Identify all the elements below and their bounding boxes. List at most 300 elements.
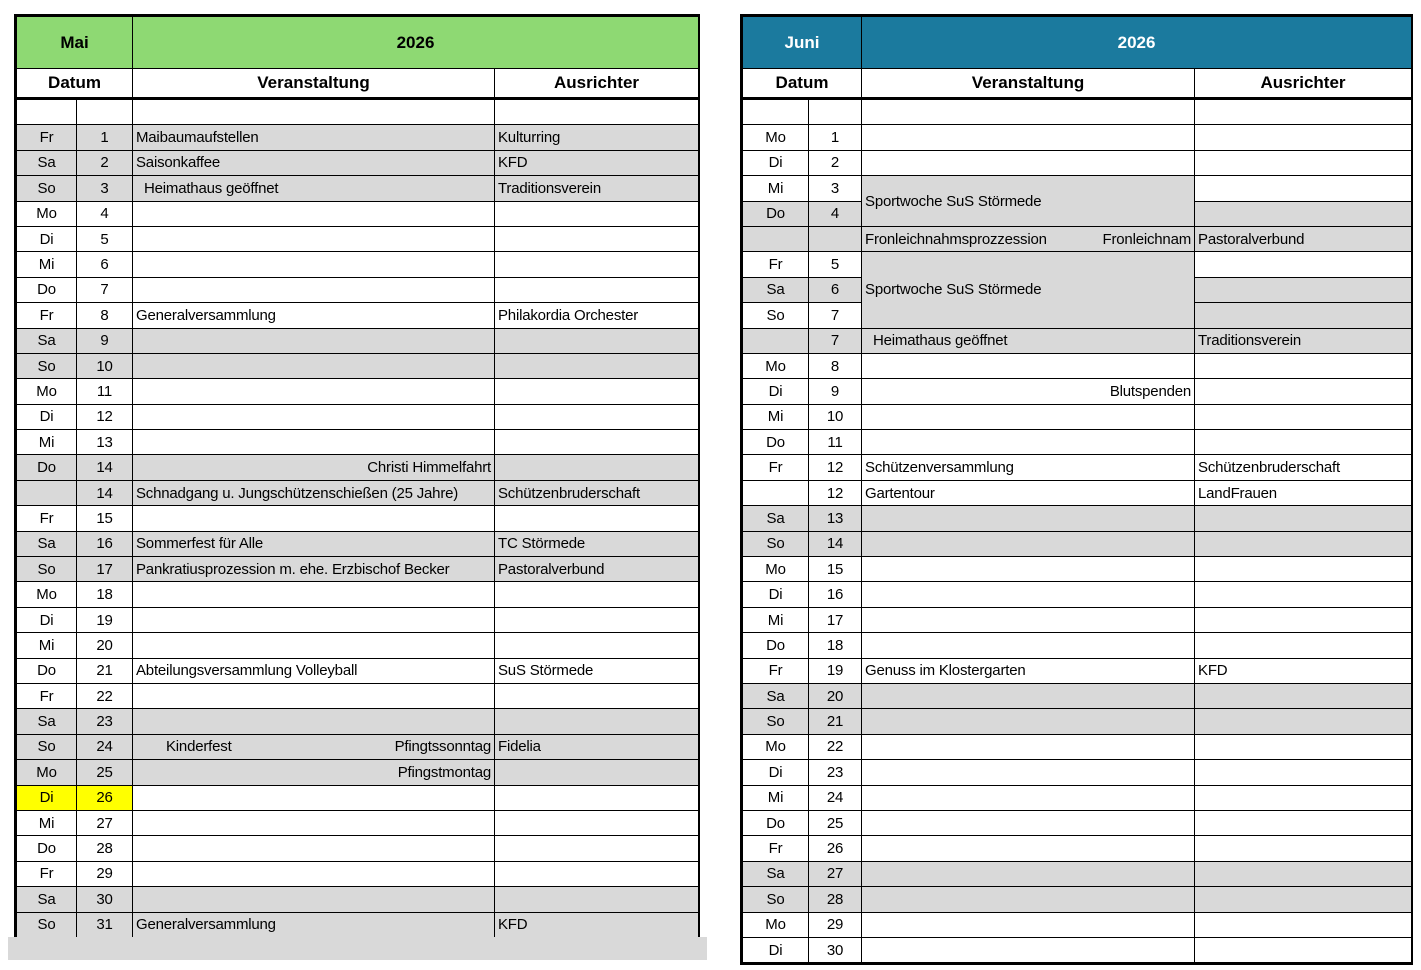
host-cell[interactable] — [495, 252, 699, 277]
day-cell[interactable]: Sa — [17, 709, 77, 734]
day-cell[interactable]: Di — [743, 150, 809, 175]
day-cell[interactable]: Di — [17, 226, 77, 251]
host-cell[interactable] — [1195, 353, 1412, 378]
event-cell[interactable] — [133, 557, 495, 582]
date-cell[interactable]: 28 — [809, 887, 862, 912]
date-cell[interactable] — [77, 99, 133, 125]
day-cell[interactable] — [743, 226, 809, 251]
date-cell[interactable]: 1 — [77, 125, 133, 150]
date-cell[interactable]: 12 — [809, 455, 862, 480]
date-cell[interactable]: 16 — [809, 582, 862, 607]
day-cell[interactable]: Fr — [17, 683, 77, 708]
host-cell[interactable] — [495, 607, 699, 632]
date-cell[interactable]: 21 — [77, 658, 133, 683]
day-cell[interactable]: Sa — [17, 328, 77, 353]
calendar-row — [17, 379, 699, 404]
day-cell[interactable]: Fr — [743, 836, 809, 861]
date-cell[interactable] — [809, 99, 862, 125]
event-cell[interactable] — [862, 252, 1195, 328]
event-cell[interactable] — [133, 201, 495, 226]
event-cell[interactable] — [862, 99, 1195, 125]
host-cell[interactable] — [1195, 734, 1412, 759]
host-cell[interactable] — [495, 430, 699, 455]
host-cell[interactable]: Kulturring — [495, 125, 699, 150]
calendar-row — [743, 531, 1412, 556]
date-cell[interactable]: 18 — [77, 582, 133, 607]
event-cell[interactable] — [133, 226, 495, 251]
event-cell[interactable] — [862, 836, 1195, 861]
host-cell[interactable] — [1195, 277, 1412, 302]
host-cell[interactable] — [495, 455, 699, 480]
ausrichter-header-cell[interactable]: Ausrichter — [495, 69, 699, 99]
ausrichter-header-cell[interactable]: Ausrichter — [1195, 69, 1412, 99]
event-cell[interactable] — [133, 328, 495, 353]
event-cell[interactable] — [862, 226, 1195, 251]
day-cell[interactable]: Do — [743, 810, 809, 835]
event-cell[interactable] — [133, 658, 495, 683]
date-cell[interactable]: 18 — [809, 633, 862, 658]
day-cell[interactable]: Fr — [17, 861, 77, 886]
date-cell[interactable]: 26 — [809, 836, 862, 861]
date-cell[interactable]: 12 — [809, 480, 862, 505]
event-cell[interactable] — [862, 150, 1195, 175]
host-cell[interactable] — [1195, 683, 1412, 708]
event-cell[interactable] — [862, 125, 1195, 150]
day-cell[interactable]: Mo — [17, 379, 77, 404]
date-cell[interactable]: 26 — [77, 785, 133, 810]
calendar-row — [743, 836, 1412, 861]
host-cell[interactable]: KFD — [495, 912, 699, 937]
day-cell[interactable]: Mo — [743, 353, 809, 378]
host-cell[interactable] — [1195, 633, 1412, 658]
host-cell[interactable] — [1195, 430, 1412, 455]
event-cell[interactable] — [133, 760, 495, 785]
day-cell[interactable] — [17, 99, 77, 125]
event-cell[interactable] — [862, 861, 1195, 886]
date-cell[interactable]: 24 — [809, 785, 862, 810]
day-cell[interactable]: Fr — [17, 303, 77, 328]
event-cell[interactable] — [862, 480, 1195, 505]
host-cell[interactable] — [1195, 506, 1412, 531]
day-cell[interactable]: Sa — [743, 861, 809, 886]
host-cell[interactable] — [1195, 252, 1412, 277]
day-cell[interactable]: Mo — [743, 912, 809, 937]
date-cell[interactable]: 20 — [77, 633, 133, 658]
event-cell[interactable] — [133, 785, 495, 810]
event-cell[interactable] — [862, 760, 1195, 785]
event-cell[interactable] — [862, 785, 1195, 810]
event-cell[interactable] — [862, 430, 1195, 455]
date-cell[interactable]: 9 — [809, 379, 862, 404]
event-cell[interactable] — [133, 150, 495, 175]
host-cell[interactable] — [495, 582, 699, 607]
day-cell[interactable] — [17, 480, 77, 505]
day-cell[interactable]: Sa — [17, 887, 77, 912]
date-cell[interactable]: 11 — [77, 379, 133, 404]
day-cell[interactable]: Mi — [17, 633, 77, 658]
date-cell[interactable]: 7 — [77, 277, 133, 302]
date-cell[interactable]: 30 — [77, 887, 133, 912]
host-cell[interactable] — [1195, 912, 1412, 937]
host-cell[interactable] — [1195, 201, 1412, 226]
day-cell[interactable]: So — [743, 887, 809, 912]
date-cell[interactable]: 31 — [77, 912, 133, 937]
event-cell[interactable] — [133, 633, 495, 658]
datum-header-cell[interactable]: Datum — [17, 69, 133, 99]
host-cell[interactable]: SuS Störmede — [495, 658, 699, 683]
day-cell[interactable]: Do — [17, 836, 77, 861]
event-cell[interactable] — [133, 353, 495, 378]
host-cell[interactable] — [1195, 760, 1412, 785]
veranstaltung-header-cell[interactable]: Veranstaltung — [133, 69, 495, 99]
day-cell[interactable]: Di — [17, 404, 77, 429]
host-cell[interactable] — [1195, 937, 1412, 962]
event-cell[interactable] — [133, 404, 495, 429]
host-cell[interactable] — [495, 683, 699, 708]
host-cell[interactable]: LandFrauen — [1195, 480, 1412, 505]
calendar-row — [17, 912, 699, 937]
host-cell[interactable]: Schützenbruderschaft — [1195, 455, 1412, 480]
june-table — [740, 14, 1413, 965]
host-cell[interactable] — [1195, 785, 1412, 810]
day-cell[interactable]: Mo — [743, 557, 809, 582]
event-cell[interactable] — [133, 912, 495, 937]
event-cell[interactable] — [862, 709, 1195, 734]
day-cell[interactable]: Mi — [743, 785, 809, 810]
date-cell[interactable]: 23 — [77, 709, 133, 734]
day-cell[interactable]: Sa — [17, 150, 77, 175]
host-cell[interactable] — [1195, 125, 1412, 150]
event-cell[interactable] — [133, 861, 495, 886]
event-cell[interactable] — [133, 303, 495, 328]
calendar-row — [17, 709, 699, 734]
calendar-row — [17, 480, 699, 505]
event-cell[interactable] — [133, 252, 495, 277]
event-cell[interactable] — [862, 734, 1195, 759]
month-cell[interactable]: Mai — [17, 17, 133, 69]
date-cell[interactable]: 2 — [77, 150, 133, 175]
event-text: Abteilungsversammlung Volleyball — [136, 662, 358, 680]
day-cell[interactable]: Di — [743, 379, 809, 404]
event-cell[interactable] — [133, 582, 495, 607]
calendar-row — [17, 328, 699, 353]
calendar-row — [743, 150, 1412, 175]
day-cell[interactable]: Mo — [17, 582, 77, 607]
host-cell[interactable] — [495, 328, 699, 353]
host-cell[interactable] — [495, 887, 699, 912]
event-text: Fronleichnahmsprozzession Fronleichnam — [865, 230, 1192, 248]
date-cell[interactable]: 8 — [809, 353, 862, 378]
day-cell[interactable]: Do — [17, 455, 77, 480]
calendar-row — [17, 252, 699, 277]
event-cell[interactable] — [862, 379, 1195, 404]
date-cell[interactable]: 25 — [809, 810, 862, 835]
host-cell[interactable] — [1195, 99, 1412, 125]
date-cell[interactable]: 21 — [809, 709, 862, 734]
year-cell[interactable]: 2026 — [862, 17, 1412, 69]
day-cell[interactable] — [743, 328, 809, 353]
event-cell[interactable] — [862, 887, 1195, 912]
host-cell[interactable] — [1195, 531, 1412, 556]
date-cell[interactable]: 5 — [77, 226, 133, 251]
host-cell[interactable]: Pastoralverbund — [1195, 226, 1412, 251]
date-cell[interactable]: 8 — [77, 303, 133, 328]
day-cell[interactable]: Mo — [743, 734, 809, 759]
day-cell[interactable]: Mo — [743, 125, 809, 150]
host-cell[interactable]: KFD — [495, 150, 699, 175]
event-cell[interactable] — [133, 430, 495, 455]
date-cell[interactable]: 13 — [809, 506, 862, 531]
day-cell[interactable]: Mi — [743, 404, 809, 429]
date-cell[interactable]: 11 — [809, 430, 862, 455]
day-cell[interactable]: So — [17, 176, 77, 201]
day-cell[interactable]: Fr — [743, 455, 809, 480]
date-cell[interactable]: 30 — [809, 937, 862, 962]
event-cell[interactable] — [862, 557, 1195, 582]
event-cell[interactable] — [862, 353, 1195, 378]
day-cell[interactable]: Sa — [743, 277, 809, 302]
event-cell[interactable] — [133, 683, 495, 708]
host-cell[interactable] — [1195, 303, 1412, 328]
date-cell[interactable]: 29 — [809, 912, 862, 937]
event-cell[interactable] — [133, 99, 495, 125]
day-cell[interactable]: Fr — [17, 125, 77, 150]
event-cell[interactable] — [862, 912, 1195, 937]
host-cell[interactable] — [495, 760, 699, 785]
event-cell[interactable] — [862, 328, 1195, 353]
host-cell[interactable] — [495, 709, 699, 734]
day-cell[interactable]: Fr — [743, 252, 809, 277]
date-cell[interactable]: 29 — [77, 861, 133, 886]
host-cell[interactable] — [1195, 709, 1412, 734]
event-cell[interactable] — [133, 480, 495, 505]
event-cell[interactable] — [862, 506, 1195, 531]
host-cell[interactable] — [495, 810, 699, 835]
event-cell[interactable] — [862, 582, 1195, 607]
calendar-row — [17, 150, 699, 175]
day-cell[interactable]: Do — [17, 658, 77, 683]
event-cell[interactable] — [133, 125, 495, 150]
date-cell[interactable]: 1 — [809, 125, 862, 150]
date-cell[interactable]: 6 — [809, 277, 862, 302]
day-cell[interactable]: Mi — [743, 176, 809, 201]
event-cell[interactable] — [862, 658, 1195, 683]
event-cell[interactable] — [133, 836, 495, 861]
date-cell[interactable]: 2 — [809, 150, 862, 175]
host-cell[interactable]: Philakordia Orchester — [495, 303, 699, 328]
host-cell[interactable] — [1195, 176, 1412, 201]
calendar-row — [743, 480, 1412, 505]
event-text: Generalversammlung — [136, 306, 276, 324]
host-cell[interactable]: Schützenbruderschaft — [495, 480, 699, 505]
host-cell[interactable] — [1195, 582, 1412, 607]
day-cell[interactable]: Mi — [17, 430, 77, 455]
day-cell[interactable]: Mi — [743, 607, 809, 632]
day-cell[interactable]: So — [17, 912, 77, 937]
event-cell[interactable] — [862, 810, 1195, 835]
day-cell[interactable]: Fr — [743, 658, 809, 683]
gray-strip — [8, 937, 707, 960]
day-cell[interactable]: So — [743, 303, 809, 328]
day-cell[interactable]: Do — [743, 633, 809, 658]
date-cell[interactable]: 14 — [77, 480, 133, 505]
date-cell[interactable]: 19 — [77, 607, 133, 632]
event-cell[interactable] — [133, 455, 495, 480]
host-cell[interactable] — [1195, 557, 1412, 582]
day-cell[interactable]: So — [17, 353, 77, 378]
day-cell[interactable]: Di — [17, 607, 77, 632]
date-cell[interactable]: 14 — [77, 455, 133, 480]
day-cell[interactable]: Mo — [17, 760, 77, 785]
day-cell[interactable] — [743, 99, 809, 125]
event-cell[interactable] — [133, 709, 495, 734]
host-cell[interactable]: TC Störmede — [495, 531, 699, 556]
date-cell[interactable]: 12 — [77, 404, 133, 429]
date-cell[interactable]: 25 — [77, 760, 133, 785]
calendar-row — [17, 633, 699, 658]
date-cell[interactable]: 27 — [809, 861, 862, 886]
host-cell[interactable] — [495, 785, 699, 810]
day-cell[interactable]: Mo — [17, 201, 77, 226]
host-cell[interactable] — [1195, 379, 1412, 404]
date-cell[interactable]: 6 — [77, 252, 133, 277]
host-cell[interactable] — [1195, 861, 1412, 886]
date-cell[interactable]: 15 — [77, 506, 133, 531]
date-cell[interactable]: 17 — [809, 607, 862, 632]
host-cell[interactable] — [495, 506, 699, 531]
day-cell[interactable]: Do — [17, 277, 77, 302]
event-cell[interactable] — [862, 937, 1195, 962]
date-cell[interactable]: 13 — [77, 430, 133, 455]
event-cell[interactable] — [862, 683, 1195, 708]
host-cell[interactable]: Fidelia — [495, 734, 699, 759]
host-cell[interactable] — [1195, 150, 1412, 175]
date-cell[interactable]: 5 — [809, 252, 862, 277]
host-cell[interactable] — [1195, 887, 1412, 912]
calendar-row — [17, 226, 699, 251]
date-cell[interactable]: 28 — [77, 836, 133, 861]
day-cell[interactable]: Di — [743, 582, 809, 607]
calendar-row — [743, 760, 1412, 785]
host-cell[interactable] — [495, 404, 699, 429]
host-cell[interactable] — [1195, 404, 1412, 429]
day-cell[interactable]: Mi — [17, 252, 77, 277]
day-cell[interactable]: Di — [17, 785, 77, 810]
date-cell[interactable]: 7 — [809, 303, 862, 328]
host-cell[interactable] — [495, 353, 699, 378]
date-cell[interactable]: 4 — [77, 201, 133, 226]
host-cell[interactable] — [495, 861, 699, 886]
date-cell[interactable]: 7 — [809, 328, 862, 353]
calendar-row — [17, 836, 699, 861]
host-cell[interactable] — [495, 379, 699, 404]
calendar-row — [743, 861, 1412, 886]
event-text: Christi Himmelfahrt — [367, 459, 491, 477]
date-cell[interactable]: 22 — [77, 683, 133, 708]
day-cell[interactable]: So — [743, 709, 809, 734]
event-cell[interactable] — [862, 404, 1195, 429]
day-cell[interactable]: Sa — [17, 531, 77, 556]
date-cell[interactable]: 14 — [809, 531, 862, 556]
host-cell[interactable] — [495, 277, 699, 302]
host-cell[interactable]: KFD — [1195, 658, 1412, 683]
date-cell[interactable]: 20 — [809, 683, 862, 708]
host-cell[interactable]: Pastoralverbund — [495, 557, 699, 582]
date-cell[interactable]: 10 — [809, 404, 862, 429]
veranstaltung-header-cell[interactable]: Veranstaltung — [862, 69, 1195, 99]
event-cell[interactable] — [133, 887, 495, 912]
host-cell[interactable]: Traditionsverein — [1195, 328, 1412, 353]
event-cell[interactable] — [133, 379, 495, 404]
day-cell[interactable]: Di — [743, 760, 809, 785]
date-cell[interactable]: 9 — [77, 328, 133, 353]
day-cell[interactable]: Sa — [743, 506, 809, 531]
day-cell[interactable]: So — [743, 531, 809, 556]
day-cell[interactable]: So — [17, 557, 77, 582]
event-cell[interactable] — [862, 531, 1195, 556]
event-cell[interactable] — [133, 734, 495, 759]
day-cell[interactable]: Fr — [17, 506, 77, 531]
day-cell[interactable] — [743, 480, 809, 505]
host-cell[interactable] — [495, 633, 699, 658]
event-cell[interactable] — [862, 607, 1195, 632]
host-cell[interactable] — [1195, 607, 1412, 632]
month-cell[interactable]: Juni — [743, 17, 862, 69]
day-cell[interactable]: So — [17, 734, 77, 759]
date-cell[interactable]: 22 — [809, 734, 862, 759]
day-cell[interactable]: Di — [743, 937, 809, 962]
event-cell[interactable] — [133, 277, 495, 302]
year-cell[interactable]: 2026 — [133, 17, 699, 69]
event-cell[interactable] — [862, 455, 1195, 480]
date-cell[interactable]: 24 — [77, 734, 133, 759]
event-cell[interactable] — [133, 506, 495, 531]
event-cell[interactable] — [133, 176, 495, 201]
calendar-row — [743, 683, 1412, 708]
host-cell[interactable] — [1195, 810, 1412, 835]
datum-header-cell[interactable]: Datum — [743, 69, 862, 99]
date-cell[interactable]: 15 — [809, 557, 862, 582]
event-cell[interactable] — [862, 633, 1195, 658]
day-cell[interactable]: Do — [743, 201, 809, 226]
date-cell[interactable]: 3 — [77, 176, 133, 201]
date-cell[interactable]: 16 — [77, 531, 133, 556]
calendar-row — [743, 810, 1412, 835]
event-cell[interactable] — [133, 810, 495, 835]
day-cell[interactable]: Sa — [743, 683, 809, 708]
calendar-row — [17, 99, 699, 125]
event-cell[interactable] — [862, 176, 1195, 227]
host-cell[interactable] — [495, 99, 699, 125]
host-cell[interactable] — [495, 836, 699, 861]
date-cell[interactable]: 19 — [809, 658, 862, 683]
date-cell[interactable] — [809, 226, 862, 251]
host-cell[interactable]: Traditionsverein — [495, 176, 699, 201]
date-cell[interactable]: 27 — [77, 810, 133, 835]
date-cell[interactable]: 3 — [809, 176, 862, 201]
date-cell[interactable]: 10 — [77, 353, 133, 378]
host-cell[interactable] — [495, 201, 699, 226]
date-cell[interactable]: 17 — [77, 557, 133, 582]
event-cell[interactable] — [133, 531, 495, 556]
event-cell[interactable] — [133, 607, 495, 632]
day-cell[interactable]: Mi — [17, 810, 77, 835]
date-cell[interactable]: 23 — [809, 760, 862, 785]
date-cell[interactable]: 4 — [809, 201, 862, 226]
host-cell[interactable] — [1195, 836, 1412, 861]
day-cell[interactable]: Do — [743, 430, 809, 455]
host-cell[interactable] — [495, 226, 699, 251]
